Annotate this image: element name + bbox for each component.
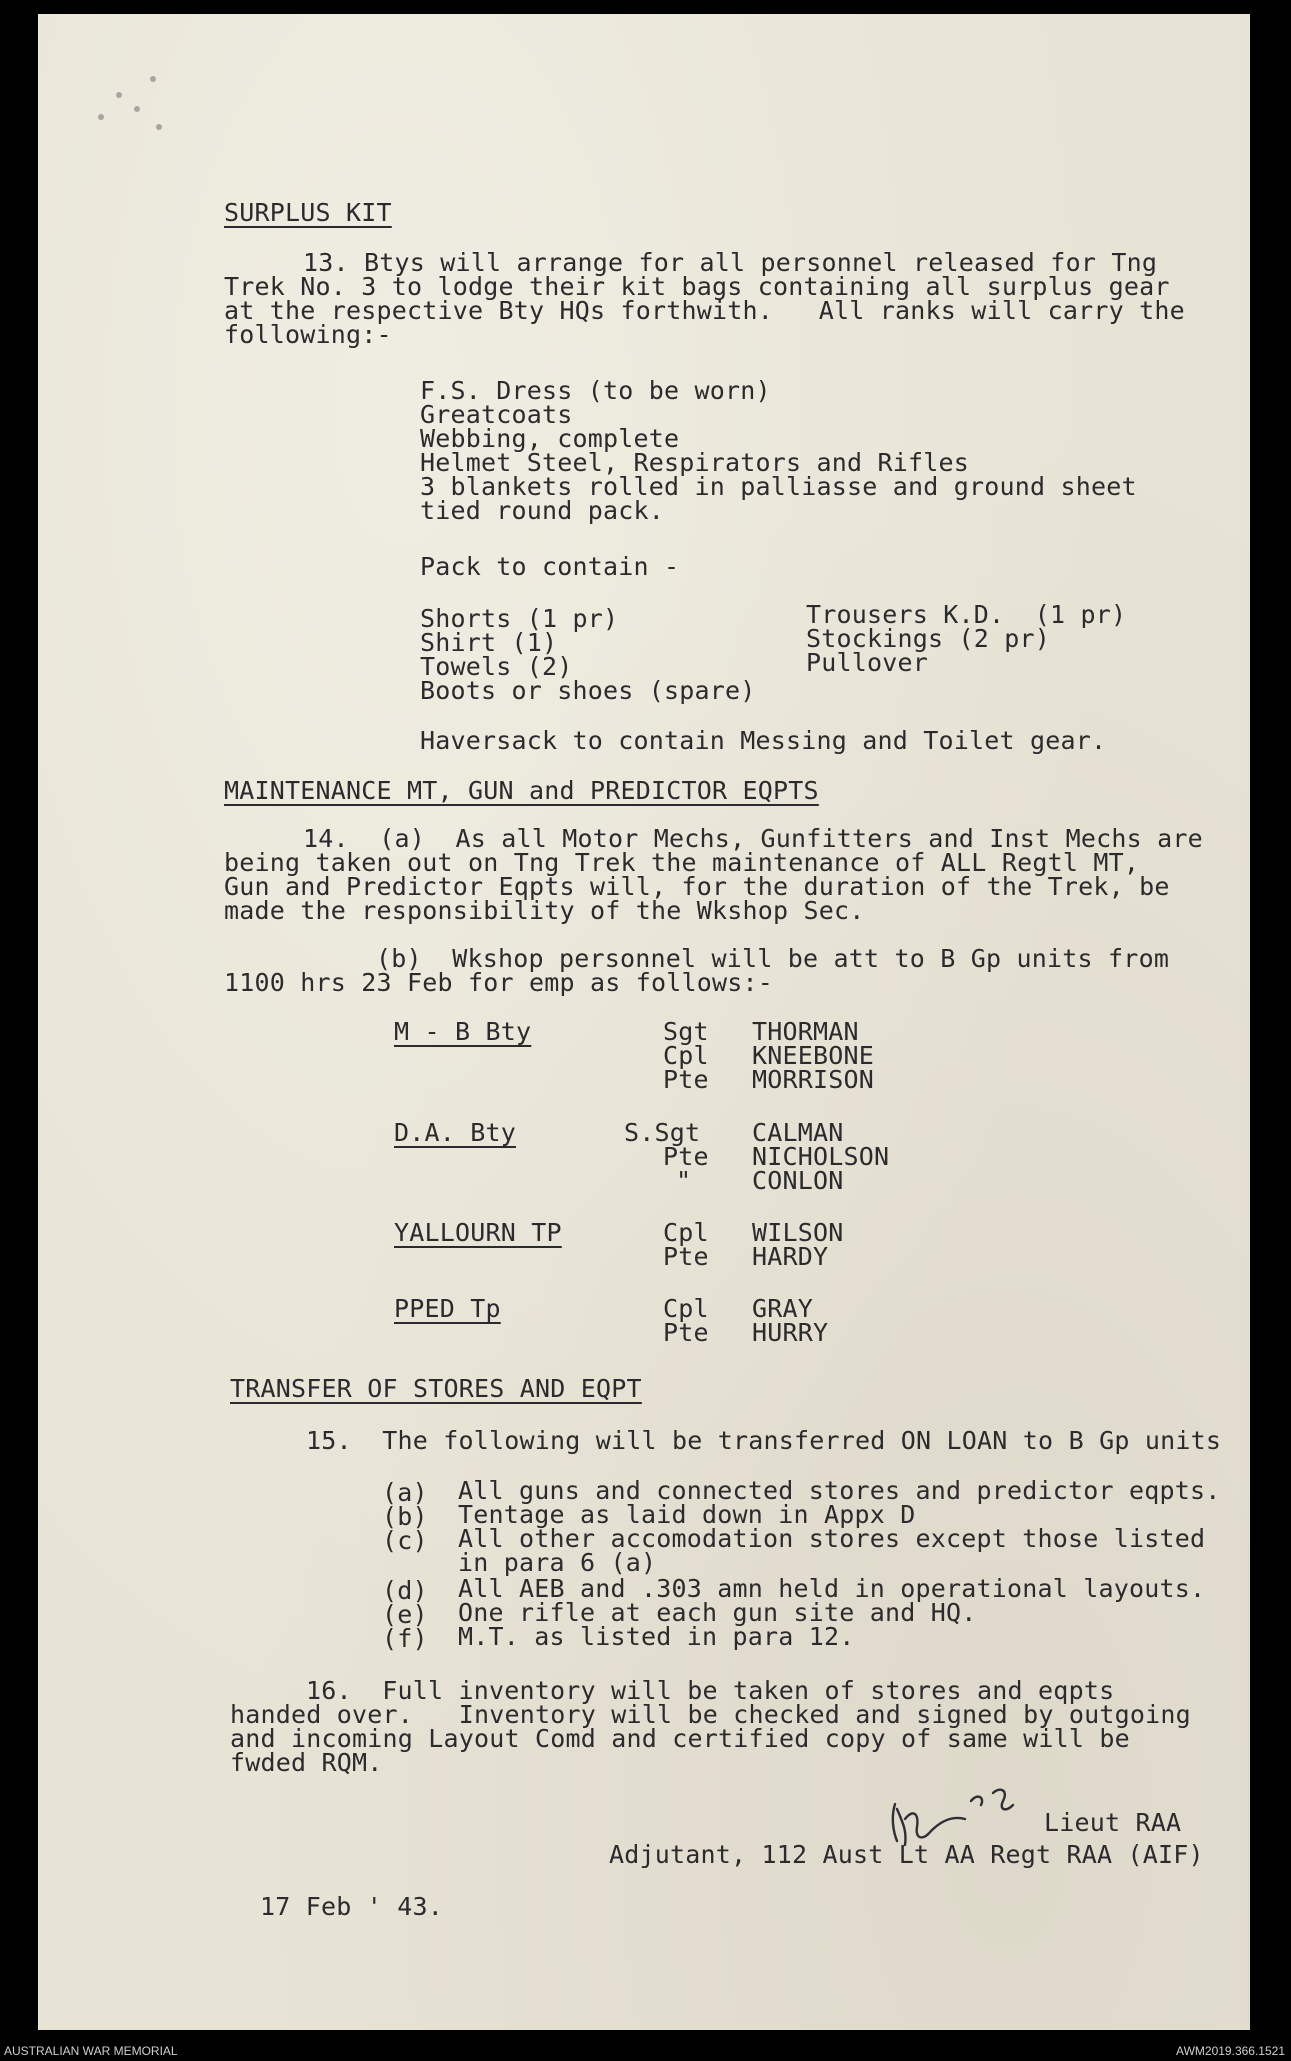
transfer-item-text: All other accomodation stores except those listed: [458, 1524, 1206, 1553]
transfer-item-letter: (a): [382, 1478, 428, 1507]
para-14b-line-1: (b) Wkshop personnel will be att to B Gp units from: [376, 944, 1170, 973]
transfer-item-letter: (b): [382, 1502, 428, 1531]
para-14a-line-3: Gun and Predictor Eqpts will, for the duration of the Trek, be: [224, 872, 1170, 901]
unit-name: M - B Bty: [394, 1017, 532, 1046]
unit-member-name: NICHOLSON: [752, 1142, 890, 1171]
para-13-line-2: Trek No. 3 to lodge their kit bags containing all surplus gear: [224, 272, 1170, 301]
unit-rank: Pte: [663, 1065, 709, 1094]
unit-member-name: HURRY: [752, 1318, 829, 1347]
unit-name: D.A. Bty: [394, 1118, 517, 1147]
para-16-line-4: fwded RQM.: [230, 1748, 383, 1777]
signatory-appointment: Adjutant, 112 Aust Lt AA Regt RAA (AIF): [609, 1840, 1204, 1869]
unit-member-name: CONLON: [752, 1166, 844, 1195]
para-16-line-2: handed over. Inventory will be checked and signed by outgoing: [230, 1700, 1191, 1729]
transfer-item-text: All AEB and .303 amn held in operational layouts.: [458, 1574, 1206, 1603]
transfer-item-letter: (e): [382, 1600, 428, 1629]
document-date: 17 Feb ' 43.: [260, 1892, 444, 1921]
unit-rank: Pte: [663, 1242, 709, 1271]
unit-rank: Pte: [663, 1142, 709, 1171]
para-13-line-3: at the respective Bty HQs forthwith. All ranks will carry the: [224, 296, 1185, 325]
para-16-line-1: 16. Full inventory will be taken of stores and eqpts: [306, 1676, 1115, 1705]
transfer-item-text: M.T. as listed in para 12.: [458, 1622, 855, 1651]
para-14a-line-1: 14. (a) As all Motor Mechs, Gunfitters and Inst Mechs are: [303, 824, 1203, 853]
para-13-line-1: 13. Btys will arrange for all personnel released for Tng: [303, 248, 1158, 277]
unit-member-name: KNEEBONE: [752, 1041, 875, 1070]
carry-item: 3 blankets rolled in palliasse and ground sheet: [420, 472, 1137, 501]
unit-member-name: WILSON: [752, 1218, 844, 1247]
pack-heading: Pack to contain -: [420, 552, 680, 581]
document-page: [38, 14, 1250, 2030]
carry-item: Greatcoats: [420, 400, 573, 429]
unit-rank: Cpl: [663, 1041, 709, 1070]
para-14a-line-4: made the responsibility of the Wkshop Sec.: [224, 896, 865, 925]
pack-item-left: Shorts (1 pr): [420, 604, 619, 633]
pack-item-left: Shirt (1): [420, 628, 558, 657]
footer-source: AUSTRALIAN WAR MEMORIAL: [4, 2044, 178, 2058]
pack-item-right: Stockings (2 pr): [806, 624, 1051, 653]
transfer-item-letter: (d): [382, 1576, 428, 1605]
transfer-item-letter: (f): [382, 1624, 428, 1653]
transfer-item-text: One rifle at each gun site and HQ.: [458, 1598, 977, 1627]
para-14a-line-2: being taken out on Tng Trek the maintenance of ALL Regtl MT,: [224, 848, 1140, 877]
transfer-item-text: All guns and connected stores and predictor eqpts.: [458, 1476, 1221, 1505]
transfer-item-text: Tentage as laid down in Appx D: [458, 1500, 916, 1529]
para-13-line-4: following:-: [224, 320, 392, 349]
unit-rank: S.Sgt: [624, 1118, 701, 1147]
heading-transfer: TRANSFER OF STORES AND EQPT: [230, 1374, 642, 1403]
unit-member-name: CALMAN: [752, 1118, 844, 1147]
unit-name: YALLOURN TP: [394, 1218, 562, 1247]
carry-item: F.S. Dress (to be worn): [420, 376, 771, 405]
unit-rank: Sgt: [663, 1017, 709, 1046]
haversack-line: Haversack to contain Messing and Toilet gear.: [420, 726, 1107, 755]
carry-item: tied round pack.: [420, 496, 665, 525]
para-14b-line-2: 1100 hrs 23 Feb for emp as follows:-: [224, 968, 774, 997]
unit-rank: Pte: [663, 1318, 709, 1347]
transfer-item-letter: (c): [382, 1526, 428, 1555]
heading-surplus-kit: SURPLUS KIT: [224, 198, 392, 227]
unit-rank: Cpl: [663, 1294, 709, 1323]
transfer-item-text: in para 6 (a): [458, 1548, 657, 1577]
carry-item: Webbing, complete: [420, 424, 680, 453]
pack-item-left: Towels (2): [420, 652, 573, 681]
heading-maintenance: MAINTENANCE MT, GUN and PREDICTOR EQPTS: [224, 776, 819, 805]
para-15: 15. The following will be transferred ON LOAN to B Gp units: [306, 1426, 1222, 1455]
unit-member-name: THORMAN: [752, 1017, 859, 1046]
unit-member-name: MORRISON: [752, 1065, 875, 1094]
carry-item: Helmet Steel, Respirators and Rifles: [420, 448, 970, 477]
unit-rank: ": [676, 1166, 692, 1195]
unit-name: PPED Tp: [394, 1294, 501, 1323]
unit-member-name: GRAY: [752, 1294, 814, 1323]
unit-member-name: HARDY: [752, 1242, 829, 1271]
pack-item-right: Pullover: [806, 648, 929, 677]
para-16-line-3: and incoming Layout Comd and certified copy of same will be: [230, 1724, 1130, 1753]
pack-item-right: Trousers K.D. (1 pr): [806, 600, 1127, 629]
footer-reference: AWM2019.366.1521: [1176, 2044, 1285, 2058]
pack-item-left: Boots or shoes (spare): [420, 676, 756, 705]
unit-rank: Cpl: [663, 1218, 709, 1247]
signatory-rank: Lieut RAA: [1044, 1808, 1182, 1837]
